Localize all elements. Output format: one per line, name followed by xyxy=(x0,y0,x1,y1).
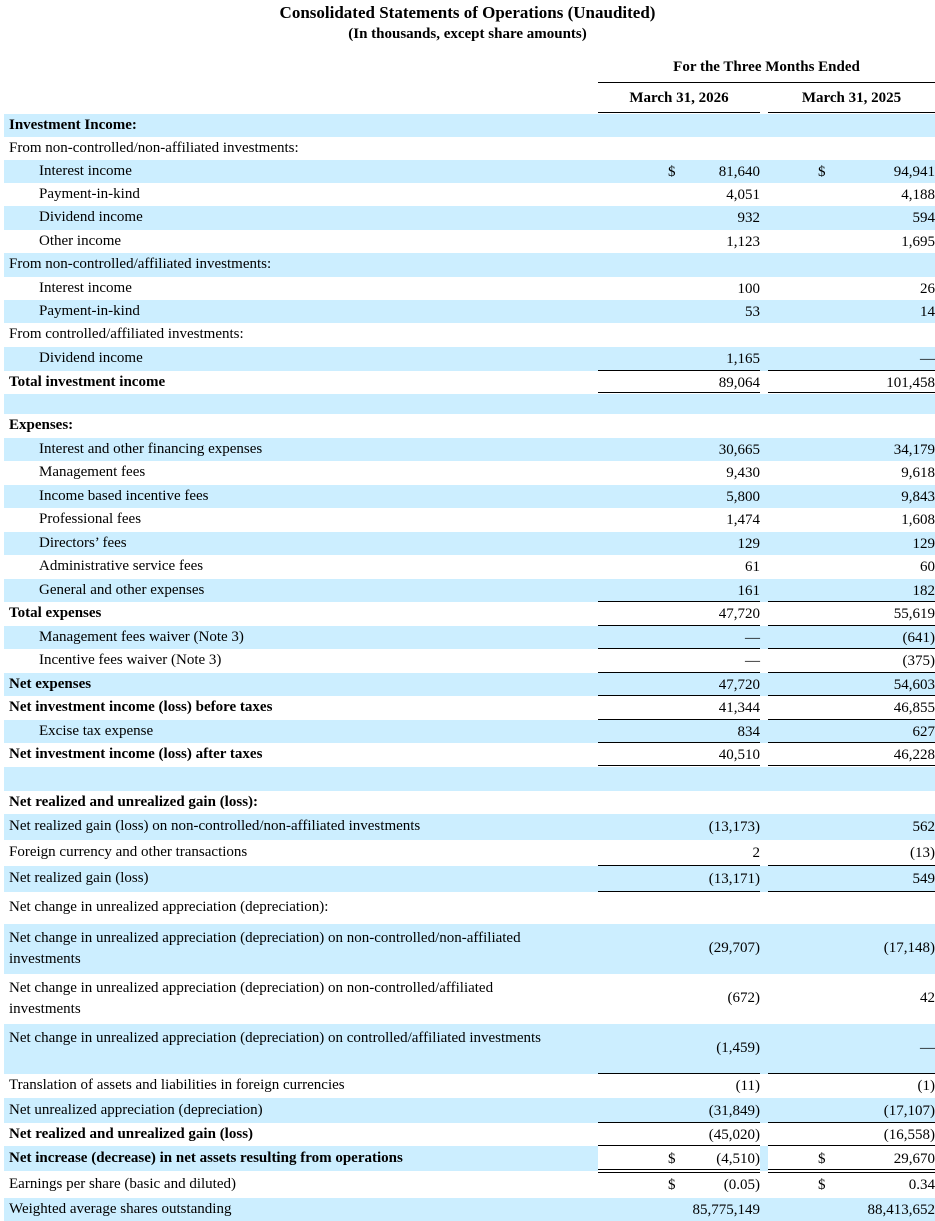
row-label: Payment-in-kind xyxy=(39,303,140,319)
row-value: 5,800 xyxy=(726,489,760,505)
value-cell-2026 xyxy=(598,1171,760,1198)
value-cell-2025 xyxy=(768,1098,935,1123)
value-cell-2025 xyxy=(768,555,935,579)
statement-row-income-based-incentive-fees xyxy=(4,485,935,508)
value-cell-2025 xyxy=(768,1171,935,1198)
row-value: 88,413,652 xyxy=(867,1202,935,1218)
value-cell-2026 xyxy=(598,602,760,626)
value-cell-2025 xyxy=(768,602,935,626)
row-value: 30,665 xyxy=(718,442,760,458)
column-rule-2025 xyxy=(768,112,935,113)
value-cell-2025 xyxy=(768,626,935,649)
value-cell-2025 xyxy=(768,814,935,840)
row-value: (17,107) xyxy=(883,1103,935,1119)
value-cell-2026 xyxy=(598,183,760,206)
row-value: — xyxy=(920,351,935,367)
value-cell-2026 xyxy=(598,160,760,183)
value-cell-2026 xyxy=(598,1098,760,1123)
row-value: (16,558) xyxy=(883,1127,935,1143)
row-label: Net realized gain (loss) xyxy=(9,870,149,886)
row-value: 627 xyxy=(912,724,935,740)
value-cell-2026 xyxy=(598,414,760,438)
row-value: (1,459) xyxy=(716,1040,760,1056)
currency-symbol: $ xyxy=(818,164,826,180)
statement-row-from-non-controlled-affiliated-investments xyxy=(4,253,935,277)
statement-row-earnings-per-share-basic-and-diluted xyxy=(4,1171,935,1198)
row-value: 1,608 xyxy=(901,512,935,528)
statement-row-net-change-in-unrealized-appreciation-depreciation-on-non-controlled-non-affiliated-investments xyxy=(4,924,935,974)
column-rule-2026 xyxy=(598,112,760,113)
statement-row-dividend-income xyxy=(4,347,935,371)
statement-row-net-realized-gain-loss-on-non-controlled-non-affiliated-investments xyxy=(4,814,935,840)
currency-symbol: $ xyxy=(818,1177,826,1193)
row-value: (13) xyxy=(910,845,935,861)
value-cell-2026 xyxy=(598,555,760,579)
value-cell-2026 xyxy=(598,743,760,767)
row-value: 161 xyxy=(737,583,760,599)
row-value: (641) xyxy=(902,630,935,646)
row-value: 129 xyxy=(737,536,760,552)
value-cell-2025 xyxy=(768,974,935,1024)
value-cell-2026 xyxy=(598,485,760,508)
row-value: (1) xyxy=(917,1078,935,1094)
statement-row-net-realized-gain-loss xyxy=(4,866,935,892)
row-value: 549 xyxy=(912,871,935,887)
row-value: 4,051 xyxy=(726,187,760,203)
value-cell-2025 xyxy=(768,461,935,485)
row-value: (4,510) xyxy=(716,1151,760,1167)
row-value: 9,618 xyxy=(901,465,935,481)
row-label: Interest and other financing expenses xyxy=(39,441,263,457)
statement-row-net-change-in-unrealized-appreciation-depreciation xyxy=(4,892,935,924)
value-cell-2025 xyxy=(768,485,935,508)
row-value: 0.34 xyxy=(908,1177,935,1193)
column-header-2025: March 31, 2025 xyxy=(801,90,902,106)
value-cell-2026 xyxy=(598,114,760,137)
value-cell-2026 xyxy=(598,892,760,924)
row-value: 101,458 xyxy=(886,375,935,391)
row-label: Interest income xyxy=(39,280,132,296)
row-label: Net investment income (loss) before taxes xyxy=(9,699,273,715)
value-cell-2025 xyxy=(768,892,935,924)
statement-row-dividend-income xyxy=(4,206,935,230)
value-cell-2026 xyxy=(598,1074,760,1098)
value-cell-2025 xyxy=(768,347,935,371)
row-value: 14 xyxy=(920,304,935,320)
row-value: 1,474 xyxy=(726,512,760,528)
value-cell-2026 xyxy=(598,924,760,974)
statement-row-payment-in-kind xyxy=(4,300,935,323)
value-cell-2026 xyxy=(598,649,760,673)
value-cell-2025 xyxy=(768,414,935,438)
statement-subtitle: (In thousands, except share amounts) xyxy=(348,26,587,42)
value-cell-2026 xyxy=(598,508,760,532)
row-value: 129 xyxy=(912,536,935,552)
period-header: For the Three Months Ended xyxy=(673,59,860,75)
value-cell-2025 xyxy=(768,277,935,300)
row-value: 81,640 xyxy=(718,164,760,180)
statement-row-blank xyxy=(4,394,935,414)
currency-symbol: $ xyxy=(668,1151,676,1167)
statement-row-net-increase-decrease-in-net-assets-resulting-from-operations xyxy=(4,1146,935,1171)
currency-symbol: $ xyxy=(668,1177,676,1193)
row-value: 55,619 xyxy=(893,606,935,622)
row-label: Foreign currency and other transactions xyxy=(9,844,248,860)
row-label: Income based incentive fees xyxy=(39,488,209,504)
value-cell-2025 xyxy=(768,371,935,394)
row-value: 9,843 xyxy=(901,489,935,505)
statement-row-net-unrealized-appreciation-depreciation xyxy=(4,1098,935,1123)
row-value: 4,188 xyxy=(901,187,935,203)
statement-row-net-change-in-unrealized-appreciation-depreciation-on-non-controlled-affiliated-investments xyxy=(4,974,935,1024)
value-cell-2025 xyxy=(768,673,935,696)
value-cell-2025 xyxy=(768,767,935,791)
row-value: — xyxy=(745,653,760,669)
row-label: From controlled/affiliated investments: xyxy=(9,326,244,342)
value-cell-2025 xyxy=(768,508,935,532)
statement-row-general-and-other-expenses xyxy=(4,579,935,602)
row-label: Translation of assets and liabilities in foreign currencies xyxy=(9,1077,345,1093)
value-cell-2025 xyxy=(768,649,935,673)
value-cell-2025 xyxy=(768,253,935,277)
value-cell-2026 xyxy=(598,1123,760,1146)
row-value: 834 xyxy=(737,724,760,740)
column-header-2026: March 31, 2026 xyxy=(629,90,729,106)
row-value: 47,720 xyxy=(718,606,760,622)
value-cell-2026 xyxy=(598,230,760,253)
row-value: 53 xyxy=(745,304,760,320)
row-label: Weighted average shares outstanding xyxy=(9,1201,232,1217)
row-label: Dividend income xyxy=(39,209,143,225)
row-value: — xyxy=(745,630,760,646)
row-label: Other income xyxy=(39,233,122,249)
row-value: 182 xyxy=(912,583,935,599)
row-label: Investment Income: xyxy=(9,117,137,133)
statement-row-excise-tax-expense xyxy=(4,720,935,743)
row-value: 60 xyxy=(920,559,935,575)
value-cell-2026 xyxy=(598,323,760,347)
row-value: (29,707) xyxy=(708,940,760,956)
row-label: Earnings per share (basic and diluted) xyxy=(9,1176,236,1192)
row-label: Excise tax expense xyxy=(39,723,154,739)
statement-row-administrative-service-fees xyxy=(4,555,935,579)
statement-row-management-fees xyxy=(4,461,935,485)
row-label: Dividend income xyxy=(39,350,143,366)
value-cell-2026 xyxy=(598,579,760,602)
row-value: 9,430 xyxy=(726,465,760,481)
value-cell-2026 xyxy=(598,767,760,791)
statement-row-expenses xyxy=(4,414,935,438)
value-cell-2025 xyxy=(768,183,935,206)
statement-row-total-investment-income xyxy=(4,371,935,394)
row-label: Total investment income xyxy=(9,374,166,390)
statement-row-total-expenses xyxy=(4,602,935,626)
statement-row-directors-fees xyxy=(4,532,935,555)
row-label: Expenses: xyxy=(9,417,74,433)
row-label: Total expenses xyxy=(9,605,102,621)
value-cell-2025 xyxy=(768,579,935,602)
value-cell-2025 xyxy=(768,438,935,461)
row-label: Net investment income (loss) after taxes xyxy=(9,746,263,762)
value-cell-2025 xyxy=(768,230,935,253)
row-value: (17,148) xyxy=(883,940,935,956)
row-value: 40,510 xyxy=(718,747,760,763)
row-value: 46,855 xyxy=(893,700,935,716)
value-cell-2026 xyxy=(598,1024,760,1074)
row-value: (11) xyxy=(735,1078,760,1094)
row-label: Net unrealized appreciation (depreciation) xyxy=(9,1102,263,1118)
row-label: Net increase (decrease) in net assets resulting from operations xyxy=(9,1150,403,1166)
value-cell-2026 xyxy=(598,461,760,485)
statement-row-interest-income xyxy=(4,277,935,300)
row-label: Net expenses xyxy=(9,676,92,692)
statement-row-net-realized-and-unrealized-gain-loss xyxy=(4,791,935,814)
value-cell-2025 xyxy=(768,300,935,323)
value-cell-2026 xyxy=(598,394,760,414)
row-value: 26 xyxy=(920,281,935,297)
row-value: (31,849) xyxy=(708,1103,760,1119)
row-value: (45,020) xyxy=(708,1127,760,1143)
value-cell-2026 xyxy=(598,532,760,555)
row-label: Interest income xyxy=(39,163,132,179)
row-value: 1,123 xyxy=(726,234,760,250)
statement-row-from-controlled-affiliated-investments xyxy=(4,323,935,347)
value-cell-2026 xyxy=(598,438,760,461)
value-cell-2025 xyxy=(768,696,935,720)
row-label: Net realized gain (loss) on non-controlled/non-affiliated investments xyxy=(9,818,421,834)
statement-row-other-income xyxy=(4,230,935,253)
value-cell-2025 xyxy=(768,1024,935,1074)
statement-row-net-expenses xyxy=(4,673,935,696)
value-cell-2026 xyxy=(598,300,760,323)
row-value: 46,228 xyxy=(893,747,935,763)
value-cell-2025 xyxy=(768,1146,935,1171)
row-label: Management fees xyxy=(39,464,146,480)
row-label: Administrative service fees xyxy=(39,558,204,574)
value-cell-2025 xyxy=(768,394,935,414)
row-value: 100 xyxy=(737,281,760,297)
row-label: Net change in unrealized appreciation (depreciation) on controlled/affiliated investments xyxy=(9,1030,542,1046)
value-cell-2025 xyxy=(768,206,935,230)
value-cell-2025 xyxy=(768,791,935,814)
row-value: 29,670 xyxy=(893,1151,935,1167)
row-value: 562 xyxy=(912,819,935,835)
value-cell-2025 xyxy=(768,323,935,347)
value-cell-2025 xyxy=(768,137,935,160)
statement-row-net-change-in-unrealized-appreciation-depreciation-on-controlled-affiliated-investments xyxy=(4,1024,935,1074)
value-cell-2026 xyxy=(598,626,760,649)
statement-row-translation-of-assets-and-liabilities-in-foreign-currencies xyxy=(4,1074,935,1098)
row-label: Net change in unrealized appreciation (depreciation) on non-controlled/non-affiliated investments xyxy=(9,930,521,967)
row-label: Directors’ fees xyxy=(39,535,127,551)
statement-row-professional-fees xyxy=(4,508,935,532)
row-value: 594 xyxy=(912,210,935,226)
row-label: From non-controlled/affiliated investments: xyxy=(9,256,272,272)
period-header-rule xyxy=(598,82,935,83)
statement-row-weighted-average-shares-outstanding xyxy=(4,1198,935,1221)
statement-row-interest-income xyxy=(4,160,935,183)
statement-row-blank xyxy=(4,767,935,791)
value-cell-2026 xyxy=(598,720,760,743)
row-value: 42 xyxy=(920,990,935,1006)
value-cell-2026 xyxy=(598,696,760,720)
row-label: Incentive fees waiver (Note 3) xyxy=(39,652,222,668)
value-cell-2025 xyxy=(768,743,935,767)
value-cell-2025 xyxy=(768,1123,935,1146)
row-label: Management fees waiver (Note 3) xyxy=(39,629,244,645)
statement-row-foreign-currency-and-other-transactions xyxy=(4,840,935,866)
row-value: 932 xyxy=(737,210,760,226)
row-label: Net change in unrealized appreciation (depreciation): xyxy=(9,899,329,915)
row-value: 85,775,149 xyxy=(692,1202,760,1218)
value-cell-2025 xyxy=(768,1198,935,1221)
statement-row-investment-income xyxy=(4,114,935,137)
row-value: (0.05) xyxy=(723,1177,760,1193)
value-cell-2026 xyxy=(598,814,760,840)
row-value: 94,941 xyxy=(893,164,935,180)
row-value: 2 xyxy=(752,845,760,861)
row-value: 1,165 xyxy=(726,351,760,367)
value-cell-2025 xyxy=(768,840,935,866)
statement-row-incentive-fees-waiver-note-3 xyxy=(4,649,935,673)
row-label: Net realized and unrealized gain (loss) xyxy=(9,1126,254,1142)
statement-row-net-realized-and-unrealized-gain-loss xyxy=(4,1123,935,1146)
value-cell-2026 xyxy=(598,1146,760,1171)
value-cell-2025 xyxy=(768,1074,935,1098)
value-cell-2026 xyxy=(598,371,760,394)
row-label: Payment-in-kind xyxy=(39,186,140,202)
statement-row-management-fees-waiver-note-3 xyxy=(4,626,935,649)
row-value: (375) xyxy=(902,653,935,669)
value-cell-2026 xyxy=(598,253,760,277)
value-cell-2025 xyxy=(768,160,935,183)
value-cell-2026 xyxy=(598,277,760,300)
value-cell-2025 xyxy=(768,720,935,743)
row-label: Net change in unrealized appreciation (depreciation) on non-controlled/affiliated investments xyxy=(9,980,494,1017)
row-value: 54,603 xyxy=(893,677,935,693)
statement-row-interest-and-other-financing-expenses xyxy=(4,438,935,461)
statement-row-net-investment-income-loss-after-taxes xyxy=(4,743,935,767)
value-cell-2026 xyxy=(598,840,760,866)
value-cell-2025 xyxy=(768,114,935,137)
value-cell-2025 xyxy=(768,924,935,974)
statement-row-from-non-controlled-non-affiliated-investments xyxy=(4,137,935,160)
value-cell-2026 xyxy=(598,137,760,160)
currency-symbol: $ xyxy=(668,164,676,180)
value-cell-2026 xyxy=(598,206,760,230)
statement-row-payment-in-kind xyxy=(4,183,935,206)
value-cell-2026 xyxy=(598,974,760,1024)
row-label: Professional fees xyxy=(39,511,142,527)
row-value: 61 xyxy=(745,559,760,575)
value-cell-2025 xyxy=(768,532,935,555)
row-label: From non-controlled/non-affiliated investments: xyxy=(9,140,299,156)
row-value: 1,695 xyxy=(901,234,935,250)
value-cell-2026 xyxy=(598,791,760,814)
value-cell-2026 xyxy=(598,866,760,892)
currency-symbol: $ xyxy=(818,1151,826,1167)
row-value: (13,171) xyxy=(708,871,760,887)
value-cell-2026 xyxy=(598,347,760,371)
row-value: (13,173) xyxy=(708,819,760,835)
statement-row-net-investment-income-loss-before-taxes xyxy=(4,696,935,720)
row-value: — xyxy=(920,1040,935,1056)
row-value: 47,720 xyxy=(718,677,760,693)
value-cell-2026 xyxy=(598,1198,760,1221)
value-cell-2025 xyxy=(768,866,935,892)
row-value: (672) xyxy=(727,990,760,1006)
value-cell-2026 xyxy=(598,673,760,696)
row-value: 89,064 xyxy=(718,375,760,391)
row-value: 41,344 xyxy=(718,700,760,716)
row-value: 34,179 xyxy=(893,442,935,458)
row-label: General and other expenses xyxy=(39,582,205,598)
row-label: Net realized and unrealized gain (loss): xyxy=(9,794,259,810)
statement-title: Consolidated Statements of Operations (Unaudited) xyxy=(279,3,656,22)
